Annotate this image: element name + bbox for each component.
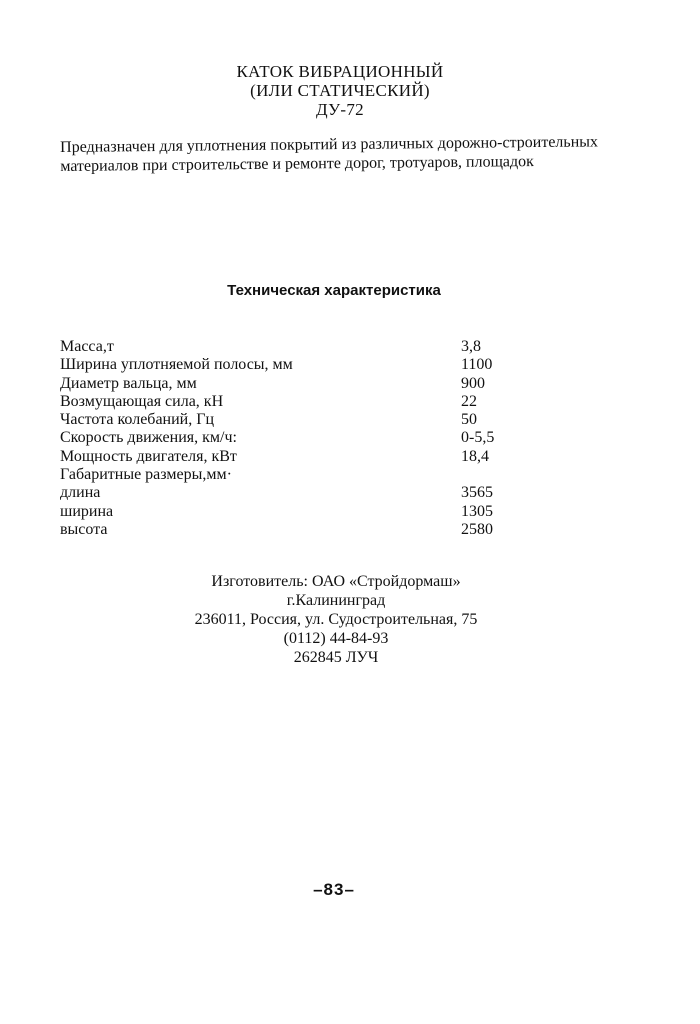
spec-row <box>60 338 520 356</box>
spec-label: Масса,т <box>60 338 114 355</box>
title-line-2: (ИЛИ СТАТИЧЕСКИЙ) <box>250 81 430 100</box>
manufacturer-name: Изготовитель: ОАО «Стройдормаш» <box>211 573 461 590</box>
spec-row <box>60 411 520 429</box>
model-name: ДУ-72 <box>315 100 364 119</box>
title-block <box>0 62 680 119</box>
spec-row <box>60 521 520 539</box>
page-number: –83– <box>313 880 355 899</box>
spec-row <box>60 448 520 466</box>
spec-label: Ширина уплотняемой полосы, мм <box>60 356 293 374</box>
spec-row <box>60 356 520 374</box>
spec-label: Возмущающая сила, кН <box>60 392 224 410</box>
spec-value: 3,8 <box>461 338 481 355</box>
spec-value: 18,4 <box>461 447 489 465</box>
manufacturer-city: г.Калининград <box>286 592 386 609</box>
spec-label: длина <box>60 484 101 502</box>
spec-row <box>60 375 520 393</box>
spec-value: 22 <box>461 392 477 410</box>
spec-label: ширина <box>60 502 114 520</box>
specs-table <box>60 338 520 539</box>
manufacturer-address: 236011, Россия, ул. Судостроительная, 75 <box>194 611 478 628</box>
spec-row <box>60 503 520 521</box>
manufacturer-phone: (0112) 44-84-93 <box>283 630 389 647</box>
spec-row <box>60 429 520 447</box>
spec-value: 0-5,5 <box>461 429 495 447</box>
title-line-1: КАТОК ВИБРАЦИОННЫЙ <box>236 62 444 81</box>
spec-label: Частота колебаний, Гц <box>60 411 215 429</box>
spec-value: 2580 <box>461 520 493 538</box>
spec-value: 3565 <box>461 484 493 502</box>
spec-value: 900 <box>461 374 485 392</box>
purpose-line-1: Предназначен для уплотнения покрытий из различных дорожно-строительных <box>60 133 599 156</box>
spec-label: Габаритные размеры,мм· <box>60 466 232 484</box>
spec-label: Диаметр вальца, мм <box>60 374 197 392</box>
manufacturer-block <box>0 572 672 667</box>
spec-row <box>60 466 520 484</box>
spec-value: 50 <box>461 411 477 429</box>
spec-value: 1100 <box>461 356 493 374</box>
purpose-paragraph <box>60 132 640 176</box>
spec-label: высота <box>60 520 108 538</box>
manufacturer-telex: 262845 ЛУЧ <box>293 649 379 666</box>
spec-row <box>60 484 520 502</box>
specs-heading: Техническая характеристика <box>227 282 441 299</box>
spec-value: 1305 <box>461 502 493 520</box>
purpose-line-2: материалов при строительстве и ремонте дорог, тротуаров, площадок <box>60 153 534 175</box>
spec-row <box>60 393 520 411</box>
spec-label: Мощность двигателя, кВт <box>60 447 237 465</box>
spec-label: Скорость движения, км/ч: <box>60 429 237 447</box>
